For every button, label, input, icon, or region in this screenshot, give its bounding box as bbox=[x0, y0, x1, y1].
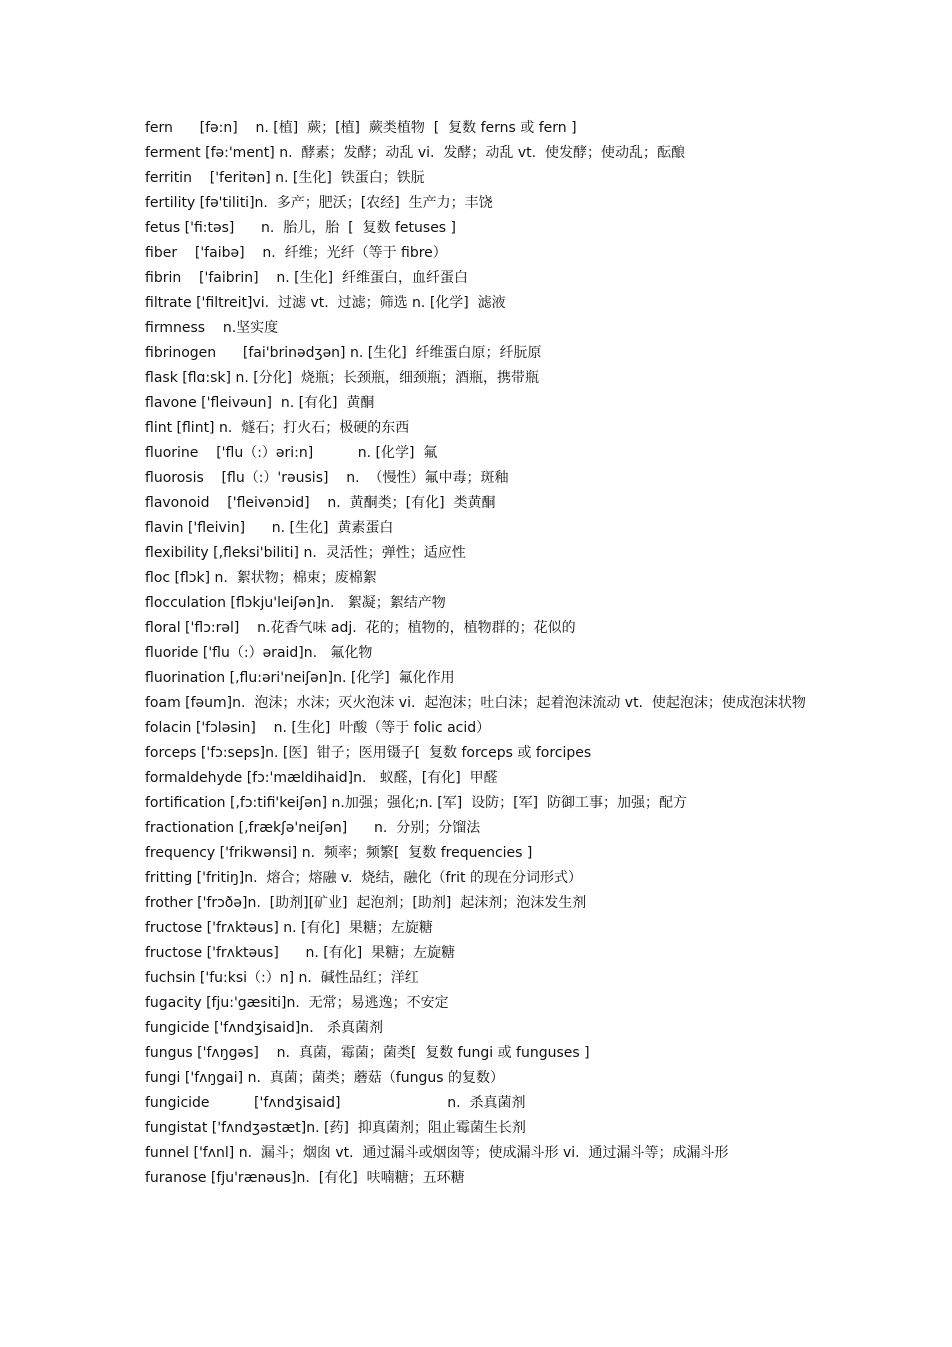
glossary-entry: flask [flɑ:sk] n. [分化] 烧瓶；长颈瓶，细颈瓶；酒瓶，携带瓶 bbox=[145, 370, 540, 386]
glossary-entry: furanose [fju'rænəus]n. [有化] 呋喃糖；五环糖 bbox=[145, 1170, 465, 1186]
glossary-entry: ferritin ['feritən] n. [生化] 铁蛋白；铁朊 bbox=[145, 170, 425, 186]
glossary-entry: forceps ['fɔ:seps]n. [医] 钳子；医用镊子[ 复数 forceps 或 forcipes bbox=[145, 745, 592, 761]
glossary-entry: frother ['frɔðə]n. [助剂][矿业] 起泡剂；[助剂] 起沫剂；泡沫发生剂 bbox=[145, 895, 587, 911]
glossary-entry: fluorination [,flu:əri'neiʃən]n. [化学] 氟化作用 bbox=[145, 670, 455, 686]
glossary-entry: fibrin ['faibrin] n. [生化] 纤维蛋白，血纤蛋白 bbox=[145, 270, 468, 286]
glossary-entry: fuchsin ['fu:ksi（:）n] n. 碱性品红；洋红 bbox=[145, 970, 419, 986]
glossary-entry: ferment [fə:'ment] n. 酵素；发酵；动乱 vi. 发酵；动乱 vt. 使发酵；使动乱；酝酿 bbox=[145, 145, 685, 161]
glossary-entry: fugacity [fju:'gæsiti]n. 无常；易逃逸；不安定 bbox=[145, 995, 449, 1011]
glossary-entry: fiber ['faibə] n. 纤维；光纤（等于 fibre） bbox=[145, 245, 447, 261]
glossary-entry: floral ['flɔ:rəl] n.花香气味 adj. 花的；植物的，植物群的；花似的 bbox=[145, 620, 576, 636]
glossary-entry: formaldehyde [fɔ:'mældihaid]n. 蚁醛，[有化] 甲醛 bbox=[145, 770, 498, 786]
glossary-entry: fungus ['fʌŋgəs] n. 真菌，霉菌；菌类[ 复数 fungi 或 funguses ] bbox=[145, 1045, 590, 1061]
glossary-entry: fortification [,fɔ:tifi'keiʃən] n.加强；强化;n. [军] 设防；[军] 防御工事；加强；配方 bbox=[145, 795, 687, 811]
glossary-entry: fluoride ['flu（:）əraid]n. 氟化物 bbox=[145, 645, 373, 661]
glossary-entry: fluorine ['flu（:）əri:n] n. [化学] 氟 bbox=[145, 445, 438, 461]
glossary-entry: fructose ['frʌktəus] n. [有化] 果糖；左旋糖 bbox=[145, 945, 456, 961]
glossary-entry: flint [flint] n. 燧石；打火石；极硬的东西 bbox=[145, 420, 410, 436]
glossary-entry: flocculation [flɔkju'leiʃən]n. 絮凝；絮结产物 bbox=[145, 595, 446, 611]
glossary-entry: flavin ['fleivin] n. [生化] 黄素蛋白 bbox=[145, 520, 394, 536]
glossary-entry: fractionation [,frækʃə'neiʃən] n. 分别；分馏法 bbox=[145, 820, 481, 836]
glossary-entry: fibrinogen [fai'brinədʒən] n. [生化] 纤维蛋白原；纤朊原 bbox=[145, 345, 542, 361]
glossary-entry: filtrate ['filtreit]vi. 过滤 vt. 过滤；筛选 n. [化学] 滤液 bbox=[145, 295, 506, 311]
glossary-entry: fungistat ['fʌndʒəstæt]n. [药] 抑真菌剂；阻止霉菌生长剂 bbox=[145, 1120, 526, 1136]
glossary-entry: fungicide ['fʌndʒisaid]n. 杀真菌剂 bbox=[145, 1020, 384, 1036]
glossary-entry-list bbox=[145, 116, 815, 1191]
glossary-entry: flexibility [,fleksi'biliti] n. 灵活性；弹性；适应性 bbox=[145, 545, 466, 561]
glossary-entry: fluorosis [flu（:）'rəusis] n. （慢性）氟中毒；斑釉 bbox=[145, 470, 509, 486]
glossary-entry: funnel ['fʌnl] n. 漏斗；烟囱 vt. 通过漏斗或烟囱等；使成漏斗形 vi. 通过漏斗等；成漏斗形 bbox=[145, 1145, 729, 1161]
glossary-entry: folacin ['fɔləsin] n. [生化] 叶酸（等于 folic acid） bbox=[145, 720, 491, 736]
glossary-entry: flavone ['fleivəun] n. [有化] 黄酮 bbox=[145, 395, 375, 411]
glossary-entry: fungi ['fʌŋgai] n. 真菌；菌类；蘑菇（fungus 的复数） bbox=[145, 1070, 504, 1086]
glossary-entry: floc [flɔk] n. 絮状物；棉束；废棉絮 bbox=[145, 570, 377, 586]
glossary-entry: foam [fəum]n. 泡沫；水沫；灭火泡沫 vi. 起泡沫；吐白沫；起着泡沫流动 vt. 使起泡沫；使成泡沫状物 bbox=[145, 695, 806, 711]
glossary-entry: fungicide ['fʌndʒisaid] n. 杀真菌剂 bbox=[145, 1095, 526, 1111]
glossary-entry: frequency ['frikwənsi] n. 频率；频繁[ 复数 frequencies ] bbox=[145, 845, 533, 861]
glossary-entry: fritting ['fritiŋ]n. 熔合；熔融 v. 烧结，融化（frit 的现在分词形式） bbox=[145, 870, 582, 886]
glossary-entry: fetus ['fi:təs] n. 胎儿，胎 [ 复数 fetuses ] bbox=[145, 220, 457, 236]
glossary-entry: fertility [fə'tiliti]n. 多产；肥沃；[农经] 生产力；丰饶 bbox=[145, 195, 493, 211]
glossary-entry: fructose ['frʌktəus] n. [有化] 果糖；左旋糖 bbox=[145, 920, 433, 936]
glossary-entry: fern [fə:n] n. [植] 蕨；[植] 蕨类植物 [ 复数 ferns 或 fern ] bbox=[145, 120, 577, 136]
glossary-entry: flavonoid ['fleivənɔid] n. 黄酮类；[有化] 类黄酮 bbox=[145, 495, 496, 511]
glossary-entry: firmness n.坚实度 bbox=[145, 320, 279, 336]
